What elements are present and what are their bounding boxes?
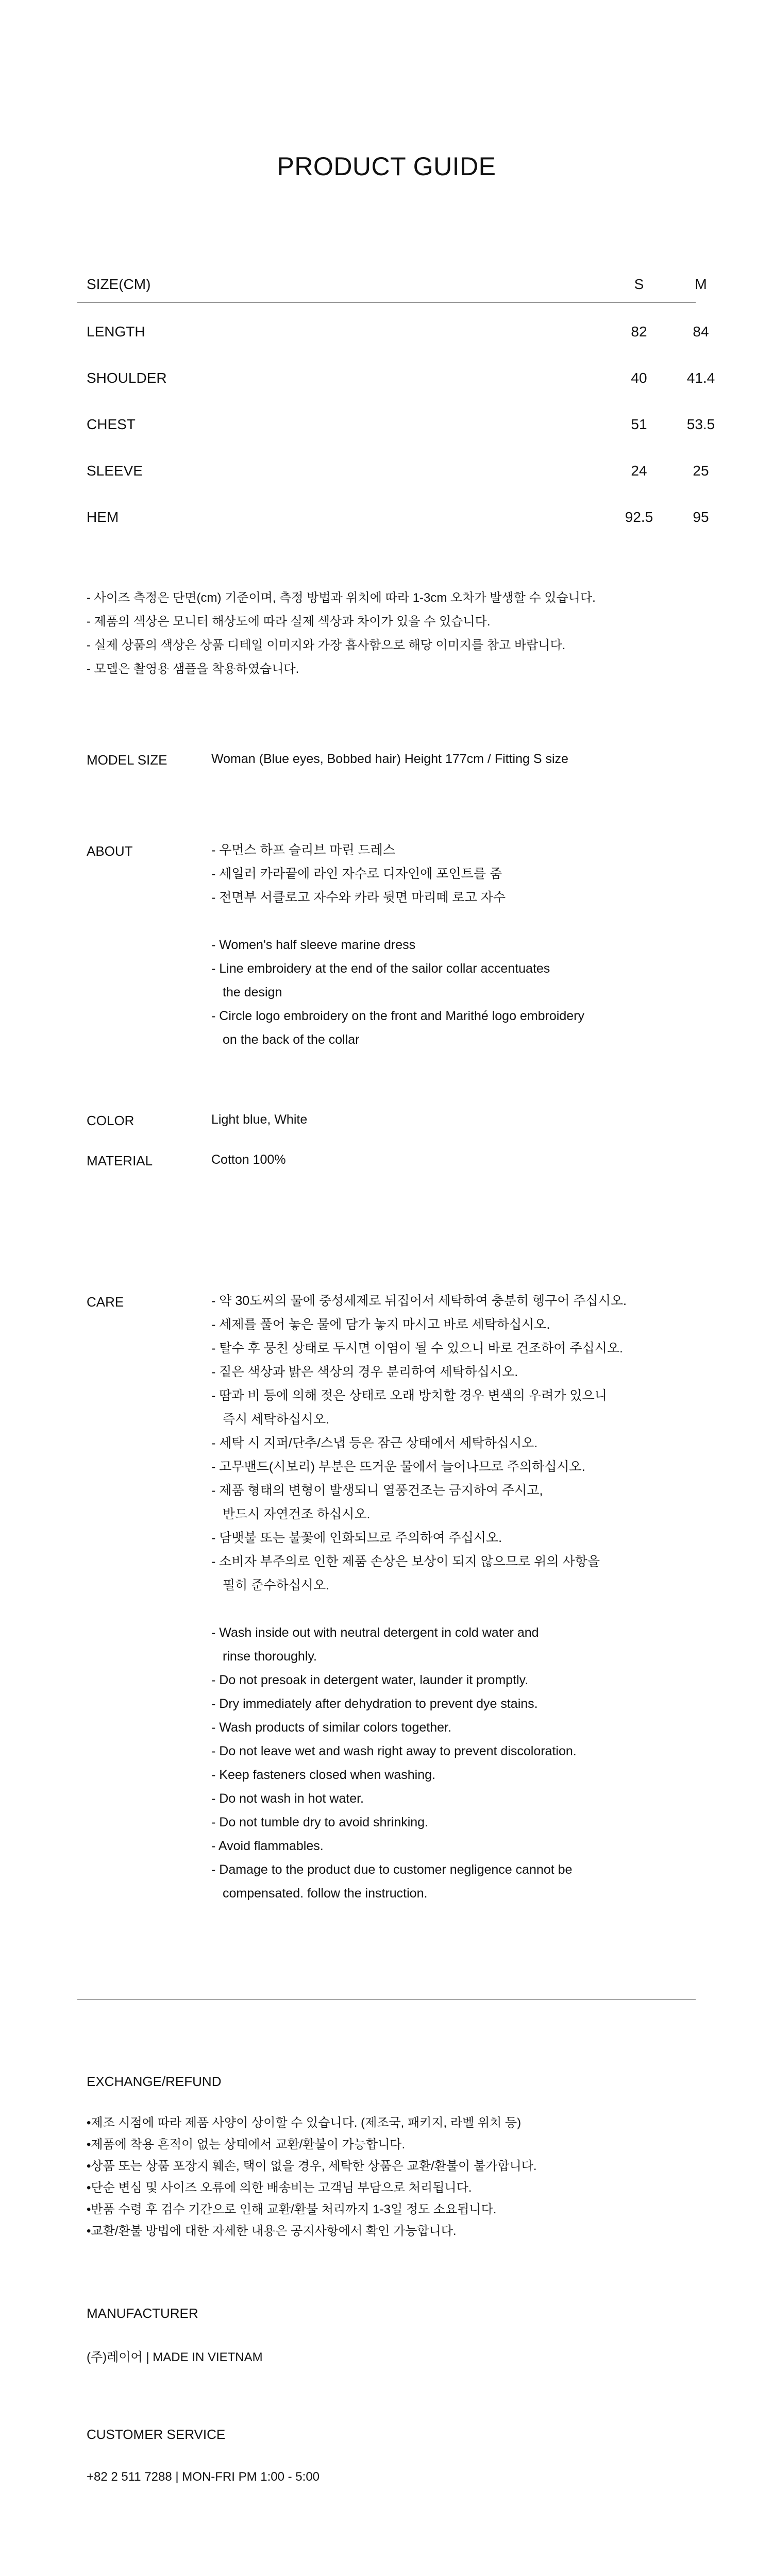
- exchange-line: •제품에 착용 흔적이 없는 상태에서 교환/환불이 가능합니다.: [87, 2138, 406, 2151]
- customer-service-label: CUSTOMER SERVICE: [87, 2427, 226, 2442]
- care-line: compensated. follow the instruction.: [223, 1886, 428, 1901]
- note-line: - 모델은 촬영용 샘플을 착용하였습니다.: [87, 662, 299, 676]
- row-label: LENGTH: [87, 324, 145, 340]
- row-label: SLEEVE: [87, 463, 143, 479]
- row-m: 41.4: [686, 370, 715, 386]
- row-s: 92.5: [625, 509, 653, 525]
- row-m: 25: [693, 463, 709, 479]
- row-m: 53.5: [686, 416, 715, 432]
- care-line: - 담뱃불 또는 불꽃에 인화되므로 주의하여 주십시오.: [211, 1531, 502, 1545]
- about-line: - 우먼스 하프 슬리브 마린 드레스: [211, 843, 396, 857]
- care-line: - 제품 형태의 변형이 발생되니 열풍건조는 금지하여 주시고,: [211, 1483, 543, 1498]
- header-s: S: [634, 276, 644, 292]
- about-line: - Circle logo embroidery on the front and Marithé logo embroidery: [211, 1009, 584, 1023]
- exchange-text: [87, 2112, 537, 2242]
- size-table-header: [77, 266, 707, 303]
- size-notes: [87, 586, 596, 681]
- exchange-line: •반품 수령 후 검수 기간으로 인해 교환/환불 처리까지 1-3일 정도 소요됩니다.: [87, 2202, 497, 2216]
- model-size-value: Woman (Blue eyes, Bobbed hair) Height 177cm / Fitting S size: [211, 752, 568, 766]
- header-size: SIZE(CM): [87, 276, 151, 292]
- row-s: 24: [631, 463, 647, 479]
- color-label: COLOR: [87, 1113, 135, 1128]
- note-line: - 사이즈 측정은 단면(cm) 기준이며, 측정 방법과 위치에 따라 1-3cm 오차가 발생할 수 있습니다.: [87, 591, 596, 605]
- note-line: - 제품의 색상은 모니터 해상도에 따라 실제 색상과 차이가 있을 수 있습니다.: [87, 615, 491, 629]
- care-line: - Damage to the product due to customer negligence cannot be: [211, 1862, 573, 1877]
- manufacturer-value: (주)레이어 | MADE IN VIETNAM: [87, 2350, 263, 2364]
- care-line: - Do not leave wet and wash right away to prevent discoloration.: [211, 1744, 577, 1758]
- care-line: - 소비자 부주의로 인한 제품 손상은 보상이 되지 않으므로 위의 사항을: [211, 1554, 600, 1569]
- about-line: - Line embroidery at the end of the sailor collar accentuates: [211, 961, 550, 976]
- care-label: CARE: [87, 1294, 124, 1310]
- care-line: - 땀과 비 등에 의해 젖은 상태로 오래 방치할 경우 변색의 우려가 있으니: [211, 1388, 607, 1403]
- row-m: 95: [693, 509, 709, 525]
- exchange-line: •상품 또는 상품 포장지 훼손, 택이 없을 경우, 세탁한 상품은 교환/환불이 불가합니다.: [87, 2159, 537, 2173]
- about-line: - 세일러 카라끝에 라인 자수로 디자인에 포인트를 줌: [211, 867, 502, 881]
- care-text: [211, 1289, 627, 1905]
- care-line: - 짙은 색상과 밝은 색상의 경우 분리하여 세탁하십시오.: [211, 1365, 518, 1379]
- about-line: - 전면부 서클로고 자수와 카라 뒷면 마리떼 로고 자수: [211, 890, 506, 905]
- row-label: SHOULDER: [87, 370, 167, 386]
- care-line: - Dry immediately after dehydration to prevent dye stains.: [211, 1697, 538, 1711]
- care-line: - Do not tumble dry to avoid shrinking.: [211, 1815, 429, 1829]
- care-line: - 탈수 후 뭉친 상태로 두시면 이염이 될 수 있으니 바로 건조하여 주십시오.: [211, 1341, 623, 1355]
- table-row: [77, 442, 709, 488]
- customer-service-value: +82 2 511 7288 | MON-FRI PM 1:00 - 5:00: [87, 2470, 320, 2484]
- care-line: - Do not presoak in detergent water, launder it promptly.: [211, 1673, 529, 1687]
- about-text: [211, 838, 584, 1052]
- care-line: - Do not wash in hot water.: [211, 1791, 364, 1806]
- care-line: - Wash inside out with neutral detergent in cold water and: [211, 1625, 539, 1640]
- spacer: [211, 909, 584, 933]
- size-table: [77, 266, 715, 535]
- care-line: - 고무밴드(시보리) 부분은 뜨거운 물에서 늘어나므로 주의하십시오.: [211, 1460, 585, 1474]
- exchange-line: •교환/환불 방법에 대한 자세한 내용은 공지사항에서 확인 가능합니다.: [87, 2224, 457, 2238]
- table-row: [77, 349, 715, 396]
- exchange-line: •단순 변심 및 사이즈 오류에 의한 배송비는 고객님 부담으로 처리됩니다.: [87, 2181, 472, 2195]
- care-line: - 세제를 풀어 놓은 물에 담가 놓지 마시고 바로 세탁하십시오.: [211, 1317, 550, 1332]
- manufacturer-label: MANUFACTURER: [87, 2306, 198, 2321]
- care-line: - Keep fasteners closed when washing.: [211, 1768, 435, 1782]
- material-value: Cotton 100%: [211, 1153, 286, 1167]
- about-label: ABOUT: [87, 843, 133, 859]
- note-line: - 실제 상품의 색상은 상품 디테일 이미지와 가장 흡사함으로 해당 이미지를 참고 바랍니다.: [87, 638, 566, 652]
- care-line: 필히 준수하십시오.: [223, 1578, 330, 1592]
- exchange-label: EXCHANGE/REFUND: [87, 2074, 222, 2089]
- header-m: M: [695, 276, 707, 292]
- care-line: 반드시 자연건조 하십시오.: [223, 1507, 371, 1521]
- about-line: the design: [223, 985, 282, 999]
- care-line: - 세탁 시 지퍼/단추/스냅 등은 잠근 상태에서 세탁하십시오.: [211, 1436, 538, 1450]
- care-line: - Avoid flammables.: [211, 1839, 324, 1853]
- model-size-label: MODEL SIZE: [87, 752, 167, 768]
- row-label: CHEST: [87, 416, 136, 432]
- row-s: 51: [631, 416, 647, 432]
- row-label: HEM: [87, 509, 119, 525]
- care-line: rinse thoroughly.: [223, 1649, 317, 1664]
- section-divider: [77, 1999, 696, 2000]
- about-line: - Women's half sleeve marine dress: [211, 938, 416, 952]
- table-row: [77, 488, 709, 535]
- care-line: 즉시 세탁하십시오.: [223, 1412, 330, 1427]
- care-line: - 약 30도씨의 물에 중성세제로 뒤집어서 세탁하여 충분히 헹구어 주십시오.: [211, 1294, 627, 1308]
- table-row: [77, 303, 709, 349]
- row-s: 40: [631, 370, 647, 386]
- row-m: 84: [693, 324, 709, 340]
- about-line: on the back of the collar: [223, 1032, 360, 1047]
- page-title: PRODUCT GUIDE: [277, 152, 496, 181]
- table-row: [77, 396, 715, 442]
- spacer: [211, 1597, 627, 1621]
- row-s: 82: [631, 324, 647, 340]
- exchange-line: •제조 시점에 따라 제품 사양이 상이할 수 있습니다. (제조국, 패키지, 라벨 위치 등): [87, 2116, 522, 2130]
- color-value: Light blue, White: [211, 1112, 308, 1127]
- care-line: - Wash products of similar colors together.: [211, 1720, 451, 1735]
- material-label: MATERIAL: [87, 1153, 153, 1168]
